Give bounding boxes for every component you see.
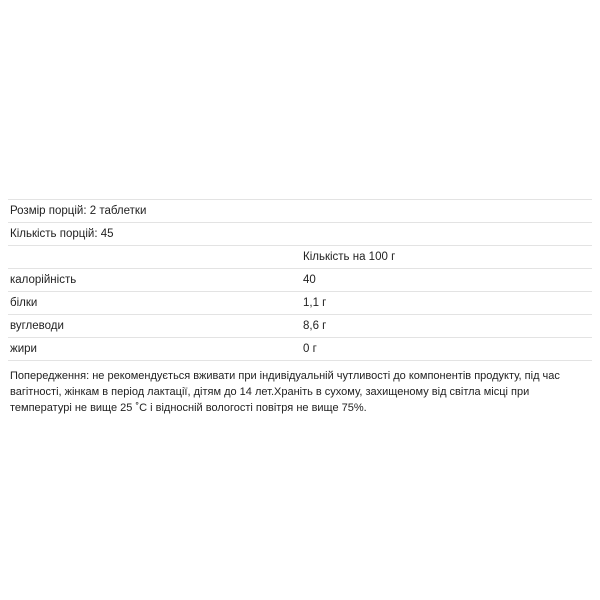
table-row-servings-per-container <box>8 223 592 246</box>
table-row <box>8 292 592 315</box>
table-row <box>8 338 592 361</box>
table-row <box>8 269 592 292</box>
serving-size-label: Розмір порцій: 2 таблетки <box>10 205 147 217</box>
nutrient-value: 0 г <box>303 343 317 355</box>
table-row <box>8 315 592 338</box>
table-header-row <box>8 246 592 269</box>
nutrient-label: жири <box>10 343 37 355</box>
nutrient-label: вуглеводи <box>10 320 64 332</box>
nutrient-label: калорійність <box>10 274 77 286</box>
warning-text: Попередження: не рекомендується вживати при індивідуальній чутливості до компонентів продукту, під час вагітності, жінкам в період лактації, дітям до 14 лет.Храніть в сухому, захищеному від світла місці при температурі не вище 25 ˚С і відносній вологості повітря не вище 75%. <box>10 370 560 414</box>
nutrition-facts-table <box>8 199 592 361</box>
nutrient-value: 40 <box>303 274 316 286</box>
nutrient-value: 1,1 г <box>303 297 327 309</box>
servings-per-container-label: Кількість порцій: 45 <box>10 228 114 240</box>
nutrient-value: 8,6 г <box>303 320 327 332</box>
column-header-amount: Кількість на 100 г <box>303 251 396 263</box>
table-row-serving-size <box>8 199 592 223</box>
nutrient-label: білки <box>10 297 38 309</box>
